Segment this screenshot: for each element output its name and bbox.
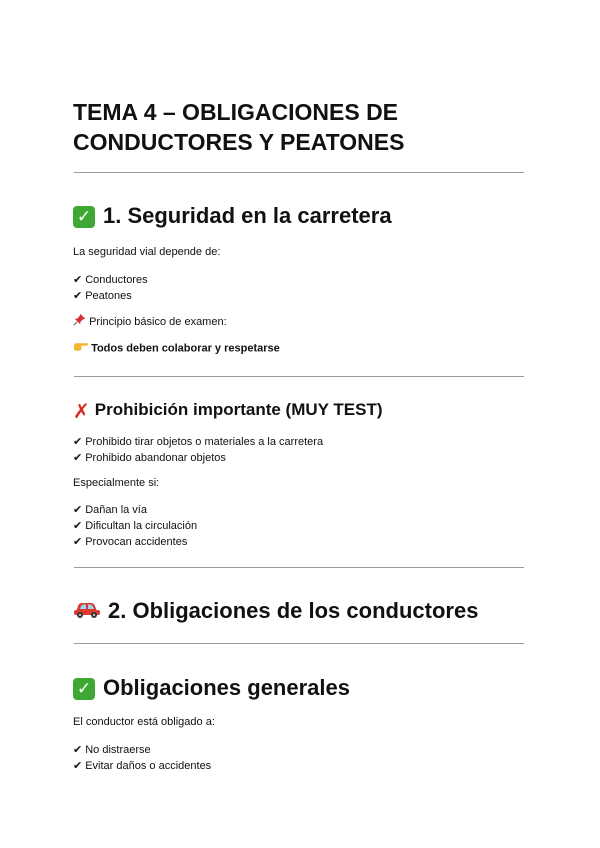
section-2-heading bbox=[73, 597, 478, 626]
list-item: ✔ Dañan la vía bbox=[73, 503, 147, 516]
divider bbox=[74, 376, 524, 377]
car-icon bbox=[73, 598, 101, 626]
exam-principle-note bbox=[73, 313, 227, 331]
prohibition-heading-text: Prohibición importante (MUY TEST) bbox=[94, 400, 383, 419]
key-point bbox=[73, 340, 280, 357]
prohibition-heading bbox=[73, 399, 383, 421]
title-line-1: TEMA 4 – OBLIGACIONES DE bbox=[73, 99, 399, 125]
check-mark-icon: ✓ bbox=[73, 206, 95, 228]
heavy-check-icon: ✔ bbox=[73, 535, 83, 548]
pointing-right-icon bbox=[73, 340, 88, 357]
key-point-text: Todos deben colaborar y respetarse bbox=[91, 342, 280, 355]
heavy-check-icon: ✔ bbox=[73, 451, 83, 464]
list-item: ✔ Dificultan la circulación bbox=[73, 519, 198, 532]
heavy-check-icon: ✔ bbox=[73, 743, 83, 756]
general-obligations-heading-text: Obligaciones generales bbox=[103, 675, 350, 700]
list-item: ✔ Conductores bbox=[73, 273, 148, 286]
list-item: ✔ Provocan accidentes bbox=[73, 535, 188, 548]
list-item: ✔ Prohibido tirar objetos o materiales a la carretera bbox=[73, 435, 324, 448]
heavy-check-icon: ✔ bbox=[73, 519, 83, 532]
especially-label: Especialmente si: bbox=[73, 477, 160, 489]
general-obligations-list bbox=[73, 742, 211, 774]
heavy-check-icon: ✔ bbox=[73, 435, 83, 448]
pushpin-icon bbox=[73, 313, 86, 331]
section-2-heading-text: 2. Obligaciones de los conductores bbox=[108, 598, 479, 623]
section-1-intro: La seguridad vial depende de: bbox=[73, 246, 221, 258]
title-line-2: CONDUCTORES Y PEATONES bbox=[73, 129, 405, 155]
divider bbox=[74, 567, 524, 568]
divider bbox=[74, 172, 524, 173]
section-1-heading-text: 1. Seguridad en la carretera bbox=[103, 203, 392, 228]
heavy-check-icon: ✔ bbox=[73, 289, 83, 302]
cross-mark-icon: ✗ bbox=[73, 398, 90, 423]
section-1-heading bbox=[73, 202, 392, 230]
especially-list bbox=[73, 502, 197, 550]
page-title bbox=[73, 97, 404, 157]
list-item: ✔ No distraerse bbox=[73, 743, 151, 756]
heavy-check-icon: ✔ bbox=[73, 273, 83, 286]
list-item: ✔ Peatones bbox=[73, 289, 132, 302]
heavy-check-icon: ✔ bbox=[73, 759, 83, 772]
prohibition-list bbox=[73, 434, 323, 466]
list-item: ✔ Prohibido abandonar objetos bbox=[73, 451, 226, 464]
exam-principle-label: Principio básico de examen: bbox=[89, 315, 227, 328]
divider bbox=[74, 643, 524, 644]
section-1-list bbox=[73, 272, 148, 304]
list-item: ✔ Evitar daños o accidentes bbox=[73, 759, 212, 772]
general-obligations-heading bbox=[73, 674, 350, 702]
heavy-check-icon: ✔ bbox=[73, 503, 83, 516]
general-obligations-intro: El conductor está obligado a: bbox=[73, 716, 215, 728]
check-mark-icon: ✓ bbox=[73, 678, 95, 700]
